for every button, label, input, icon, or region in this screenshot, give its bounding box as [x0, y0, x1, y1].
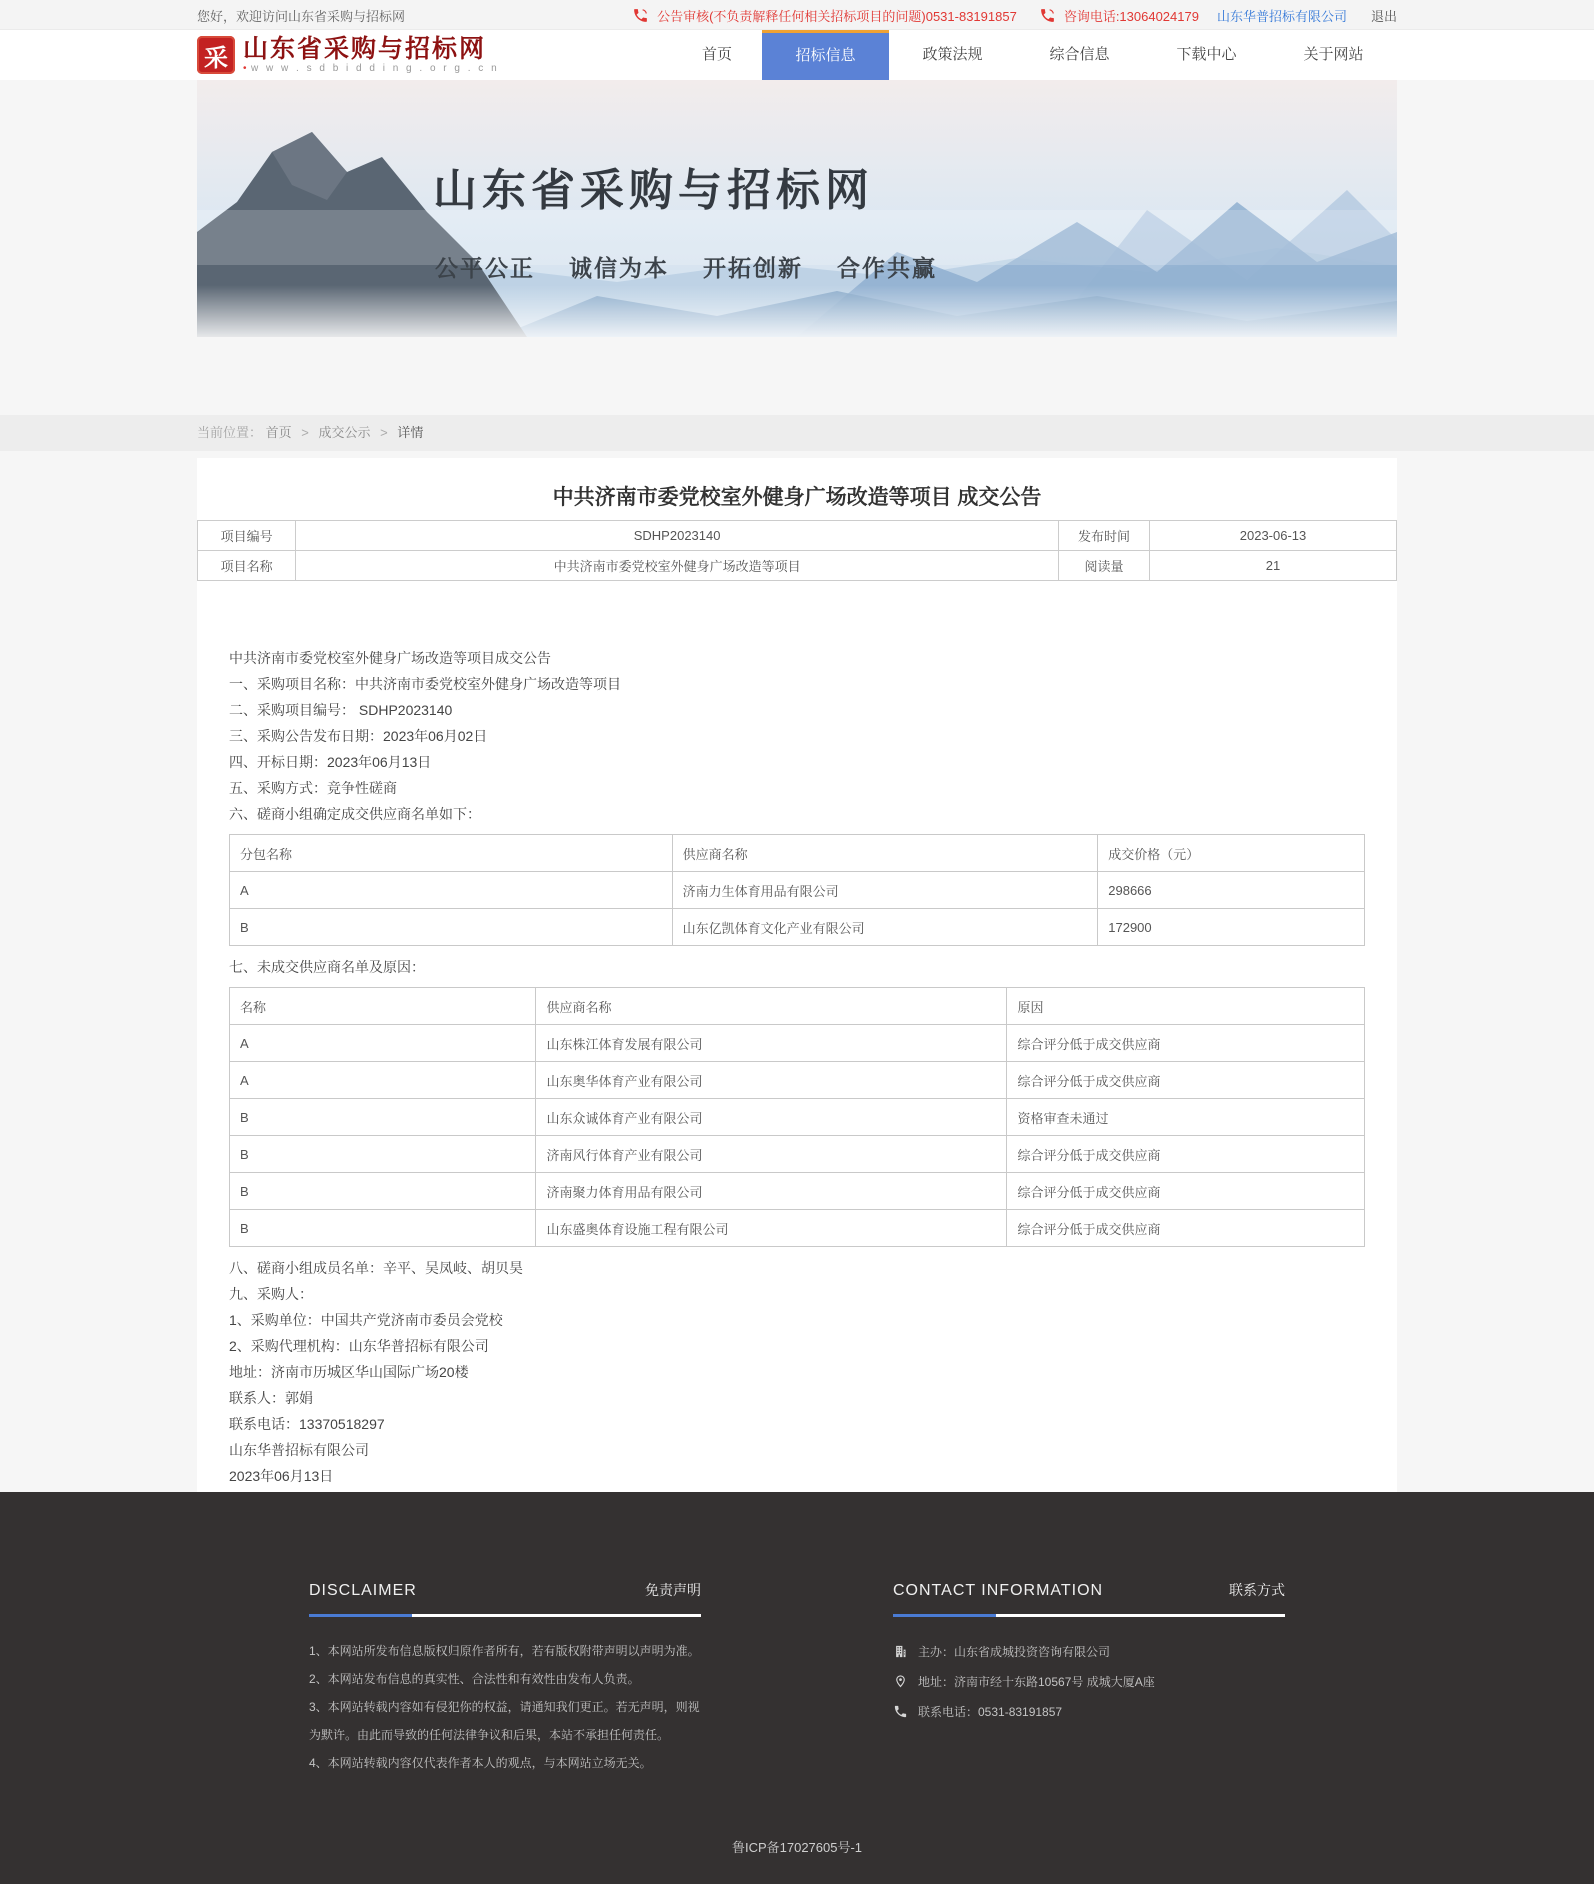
contact-phone-text: 联系电话：0531-83191857: [918, 1705, 1063, 1719]
main-navbar: [0, 30, 1594, 80]
table-row: [198, 551, 1397, 581]
phone-icon: [1039, 7, 1056, 24]
article-paragraph: 联系电话：13370518297: [229, 1416, 385, 1432]
main-nav: [672, 30, 1397, 80]
table-cell: B: [230, 1136, 536, 1173]
phone-icon: [632, 7, 649, 24]
table-header-cell: 原因: [1007, 988, 1365, 1025]
table-cell: A: [230, 1062, 536, 1099]
article-paragraph: 八、磋商小组成员名单：辛平、吴凤岐、胡贝昊: [229, 1260, 523, 1276]
table-cell: 综合评分低于成交供应商: [1007, 1173, 1365, 1210]
url-dot: •: [243, 62, 250, 74]
article-paragraph: 中共济南市委党校室外健身广场改造等项目成交公告: [229, 650, 551, 666]
table-cell: B: [230, 1173, 536, 1210]
table-cell: B: [230, 909, 673, 946]
table-row: [230, 1136, 1365, 1173]
table-cell: 山东众诚体育产业有限公司: [536, 1099, 1007, 1136]
breadcrumb-deal-list-link[interactable]: 成交公示: [318, 425, 371, 440]
breadcrumb: [197, 415, 1397, 451]
contact-row: [893, 1643, 1285, 1660]
site-name: 山东省采购与招标网: [243, 34, 487, 63]
table-cell: 山东株江体育发展有限公司: [536, 1025, 1007, 1062]
article-paragraph: 六、磋商小组确定成交供应商名单如下：: [229, 806, 481, 822]
table-cell: 综合评分低于成交供应商: [1007, 1136, 1365, 1173]
audit-phone-text: 公告审核(不负责解释任何相关招标项目的问题)0531-83191857: [657, 8, 1017, 24]
disclaimer-title-cn: 免责声明: [645, 1582, 701, 1598]
contact-host-text: 主办：山东省成城投资咨询有限公司: [918, 1645, 1111, 1659]
breadcrumb-home-link[interactable]: 首页: [265, 425, 292, 440]
nav-item-about[interactable]: 关于网站: [1303, 46, 1364, 63]
article-paragraph: 四、开标日期：2023年06月13日: [229, 754, 432, 770]
table-cell: 项目名称: [198, 551, 296, 581]
table-cell: 济南聚力体育用品有限公司: [536, 1173, 1007, 1210]
table-cell: 综合评分低于成交供应商: [1007, 1025, 1365, 1062]
table-cell: 资格审查未通过: [1007, 1099, 1365, 1136]
table-header-cell: 名称: [230, 988, 536, 1025]
table-row: [230, 1173, 1365, 1210]
logo-seal-icon: 采: [197, 36, 235, 74]
article-paragraph: 五、采购方式：竞争性磋商: [229, 780, 397, 796]
table-cell: 阅读量: [1058, 551, 1149, 581]
consult-phone-text: 咨询电话:13064024179: [1063, 8, 1199, 24]
article-paragraph: 联系人：郭娟: [229, 1390, 313, 1406]
table-row: [230, 1025, 1365, 1062]
unsuccessful-suppliers-table: [229, 987, 1365, 1247]
company-link[interactable]: 山东华普招标有限公司: [1216, 8, 1347, 24]
article-paragraph: 一、采购项目名称：中共济南市委党校室外健身广场改造等项目: [229, 676, 621, 692]
table-header-cell: 供应商名称: [536, 988, 1007, 1025]
breadcrumb-separator: >: [301, 425, 309, 440]
contact-row: [893, 1673, 1285, 1690]
article-paragraph: 七、未成交供应商名单及原因：: [229, 959, 425, 975]
table-cell: 项目编号: [198, 521, 296, 551]
table-row: [230, 872, 1365, 909]
nav-item-bidding-info[interactable]: 招标信息: [762, 30, 889, 80]
table-cell: SDHP2023140: [296, 521, 1059, 551]
winning-suppliers-table: [229, 834, 1365, 946]
table-header-row: [230, 988, 1365, 1025]
table-row: [230, 1210, 1365, 1247]
article-container: [197, 458, 1397, 1492]
table-row: [230, 1062, 1365, 1099]
article-paragraph: 1、采购单位：中国共产党济南市委员会党校: [229, 1312, 503, 1328]
article-paragraph: 地址：济南市历城区华山国际广场20楼: [229, 1364, 469, 1380]
disclaimer-item: 1、本网站所发布信息版权归原作者所有，若有版权附带声明以声明为准。: [309, 1644, 700, 1658]
table-cell: 济南力生体育用品有限公司: [672, 872, 1098, 909]
table-cell: 山东亿凯体育文化产业有限公司: [672, 909, 1098, 946]
article-paragraph: 二、采购项目编号： SDHP2023140: [229, 702, 453, 718]
page-title: 中共济南市委党校室外健身广场改造等项目 成交公告: [552, 486, 1042, 509]
disclaimer-item: 3、本网站转载内容如有侵犯你的权益，请通知我们更正。若无声明，则视为默许。由此而导致的任何法律争议和后果，本站不承担任何责任。: [309, 1700, 700, 1742]
article-paragraph: 山东华普招标有限公司: [229, 1442, 369, 1458]
table-cell: 298666: [1098, 872, 1365, 909]
site-footer: [0, 1492, 1594, 1884]
contact-row: [893, 1703, 1285, 1720]
table-cell: 山东奥华体育产业有限公司: [536, 1062, 1007, 1099]
nav-item-downloads[interactable]: 下载中心: [1176, 46, 1237, 63]
breadcrumb-label: 当前位置：: [197, 425, 263, 440]
table-cell: 中共济南市委党校室外健身广场改造等项目: [296, 551, 1059, 581]
article-body: [229, 645, 1365, 1489]
contact-title-en: CONTACT INFORMATION: [893, 1582, 1104, 1599]
table-row: [230, 909, 1365, 946]
logout-link[interactable]: 退出: [1370, 8, 1397, 24]
location-icon: [893, 1674, 908, 1689]
article-paragraph: 三、采购公告发布日期：2023年06月02日: [229, 728, 488, 744]
topbar: [0, 0, 1594, 30]
table-row: [230, 1099, 1365, 1136]
disclaimer-item: 4、本网站转载内容仅代表作者本人的观点，与本网站立场无关。: [309, 1756, 652, 1770]
article-paragraph: 2023年06月13日: [229, 1468, 334, 1484]
building-icon: [893, 1644, 908, 1659]
disclaimer-section: [309, 1580, 701, 1777]
site-logo[interactable]: [197, 36, 499, 74]
table-cell: 172900: [1098, 909, 1365, 946]
section-divider: [893, 1614, 1285, 1617]
hero-banner: [197, 80, 1397, 337]
table-row: [198, 521, 1397, 551]
table-cell: B: [230, 1210, 536, 1247]
icp-record-text: 鲁ICP备17027605号-1: [731, 1840, 863, 1855]
nav-item-general-info[interactable]: 综合信息: [1049, 46, 1110, 63]
disclaimer-title-en: DISCLAIMER: [309, 1582, 417, 1599]
breadcrumb-separator: >: [380, 425, 388, 440]
nav-item-policies[interactable]: 政策法规: [922, 46, 983, 63]
article-paragraph: 九、采购人：: [229, 1286, 313, 1302]
disclaimer-item: 2、本网站发布信息的真实性、合法性和有效性由发布人负责。: [309, 1672, 640, 1686]
contact-section: [893, 1580, 1285, 1777]
table-cell: A: [230, 872, 673, 909]
table-cell: 2023-06-13: [1150, 521, 1397, 551]
banner-slogan: 公平公正 诚信为本 开拓创新 合作共赢: [435, 255, 937, 281]
project-info-table: [197, 520, 1397, 581]
table-header-row: [230, 835, 1365, 872]
phone-icon: [893, 1704, 908, 1719]
table-cell: 综合评分低于成交供应商: [1007, 1210, 1365, 1247]
article-paragraph: 2、采购代理机构：山东华普招标有限公司: [229, 1338, 489, 1354]
contact-title-cn: 联系方式: [1229, 1582, 1285, 1598]
breadcrumb-bar: [0, 415, 1594, 451]
table-cell: 山东盛奥体育设施工程有限公司: [536, 1210, 1007, 1247]
table-header-cell: 成交价格（元）: [1098, 835, 1365, 872]
banner-title: 山东省采购与招标网: [433, 166, 874, 215]
greeting-text: 您好，欢迎访问山东省采购与招标网: [197, 8, 406, 24]
table-cell: 21: [1150, 551, 1397, 581]
section-divider: [309, 1614, 701, 1617]
site-url: • w w w . s d b i d d i n g . o r g . c n: [243, 62, 500, 74]
nav-item-home[interactable]: 首页: [701, 46, 732, 63]
table-header-cell: 供应商名称: [672, 835, 1098, 872]
table-cell: A: [230, 1025, 536, 1062]
contact-address-text: 地址：济南市经十东路10567号 成城大厦A座: [918, 1675, 1155, 1689]
table-cell: 发布时间: [1058, 521, 1149, 551]
breadcrumb-current: 详情: [397, 425, 424, 440]
table-cell: 综合评分低于成交供应商: [1007, 1062, 1365, 1099]
table-cell: 济南风行体育产业有限公司: [536, 1136, 1007, 1173]
table-header-cell: 分包名称: [230, 835, 673, 872]
table-cell: B: [230, 1099, 536, 1136]
